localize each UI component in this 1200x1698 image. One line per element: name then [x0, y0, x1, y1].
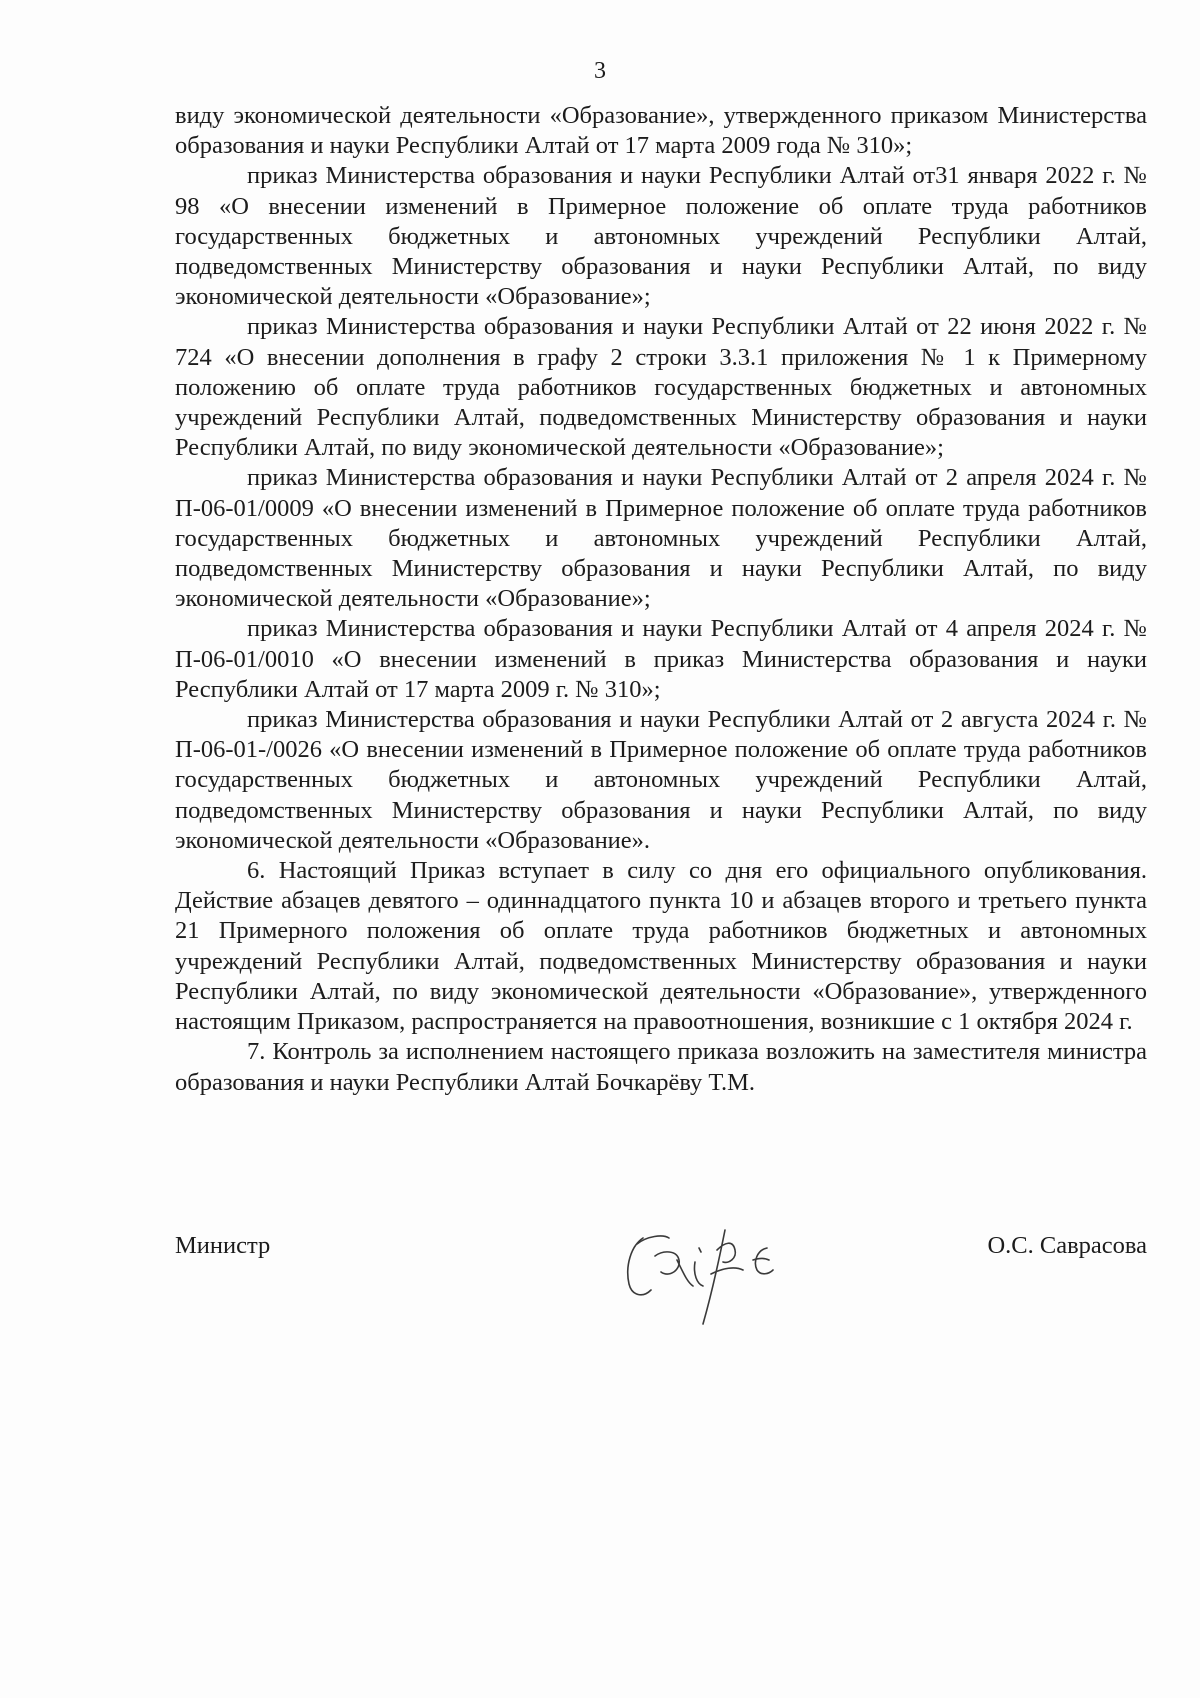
paragraph-order-2024-0010: приказ Министерства образования и науки Республики Алтай от 4 апреля 2024 г. № П-06-01/0010 «О внесении изменений в приказ Министерства образования и науки Республики Алтай от 17 марта 2009 г. № 310»;: [175, 615, 1147, 703]
document-body: [175, 101, 1147, 1098]
paragraph-order-2024-0026: приказ Министерства образования и науки Республики Алтай от 2 августа 2024 г. № П-06-01-/0026 «О внесении изменений в Примерное положение об оплате труда работников государственных бюджетных и автономных учреждений Республики Алтай, подведомственных Министерству образования и науки Республики Алтай, по виду экономической деятельности «Образование».: [175, 706, 1147, 854]
handwritten-signature-icon: [607, 1200, 827, 1330]
signature-block: [175, 1230, 1147, 1340]
paragraph-order-2022-98: приказ Министерства образования и науки Республики Алтай от31 января 2022 г. № 98 «О внесении изменений в Примерное положение об оплате труда работников государственных бюджетных и автономных учреждений Республики Алтай, подведомственных Министерству образования и науки Республики Алтай, по виду экономической деятельности «Образование»;: [175, 162, 1147, 311]
paragraph-order-2024-0009: приказ Министерства образования и науки Республики Алтай от 2 апреля 2024 г. № П-06-01/0009 «О внесении изменений в Примерное положение об оплате труда работников государственных бюджетных и автономных учреждений Республики Алтай, подведомственных Министерству образования и науки Республики Алтай, по виду экономической деятельности «Образование»;: [175, 464, 1147, 613]
signer-name: О.С. Саврасова: [987, 1232, 1147, 1259]
paragraph-item-6: 6. Настоящий Приказ вступает в силу со дня его официального опубликования. Действие абзацев девятого – одиннадцатого пункта 10 и абзацев второго и третьего пункта 21 Примерного положения об оплате труда работников бюджетных и автономных учреждений Республики Алтай, подведомственных Министерству образования и науки Республики Алтай, по виду экономической деятельности «Образование», утвержденного настоящим Приказом, распространяется на правоотношения, возникшие с 1 октября 2024 г.: [175, 857, 1147, 1036]
paragraph-continuation: виду экономической деятельности «Образование», утвержденного приказом Министерства образования и науки Республики Алтай от 17 марта 2009 года № 310»;: [175, 102, 1147, 160]
paragraph-item-7: 7. Контроль за исполнением настоящего приказа возложить на заместителя министра образования и науки Республики Алтай Бочкарёву Т.М.: [175, 1038, 1147, 1096]
signer-position: Министр: [175, 1232, 271, 1259]
paragraph-order-2022-724: приказ Министерства образования и науки Республики Алтай от 22 июня 2022 г. № 724 «О внесении дополнения в графу 2 строки 3.3.1 приложения № 1 к Примерному положению об оплате труда работников государственных бюджетных и автономных учреждений Республики Алтай, подведомственных Министерству образования и науки Республики Алтай, по виду экономической деятельности «Образование»;: [175, 313, 1147, 462]
page-number: 3: [594, 58, 606, 84]
